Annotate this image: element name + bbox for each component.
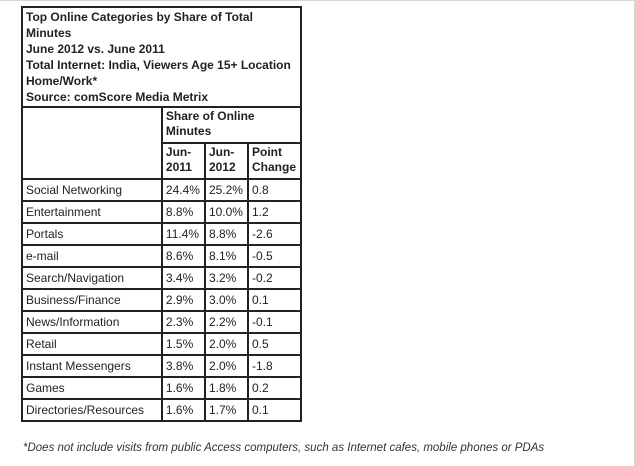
category-cell: Search/Navigation bbox=[22, 267, 162, 289]
jun-2011-cell: 1.6% bbox=[162, 399, 205, 421]
column-header-jun-2011 bbox=[162, 143, 205, 179]
point-change-cell: -2.6 bbox=[248, 223, 301, 245]
category-cell: News/Information bbox=[22, 311, 162, 333]
jun-2012-cell: 2.0% bbox=[205, 333, 248, 355]
column-header-bottom: Change bbox=[251, 160, 296, 174]
jun-2012-cell: 10.0% bbox=[205, 201, 248, 223]
category-cell: Directories/Resources bbox=[22, 399, 162, 421]
jun-2012-cell: 2.0% bbox=[205, 355, 248, 377]
point-change-cell: -0.5 bbox=[248, 245, 301, 267]
jun-2012-cell: 1.7% bbox=[205, 399, 248, 421]
point-change-cell: -0.1 bbox=[248, 311, 301, 333]
source-line: Source: comScore Media Metrix bbox=[26, 90, 209, 104]
top-divider bbox=[0, 0, 635, 1]
category-cell: Entertainment bbox=[22, 201, 162, 223]
categories-table bbox=[21, 6, 302, 422]
title-line: Top Online Categories by Share of Total Minutes bbox=[26, 10, 253, 40]
subtitle-date-line: June 2012 vs. June 2011 bbox=[26, 42, 165, 56]
table-row bbox=[22, 179, 301, 201]
jun-2011-cell: 24.4% bbox=[162, 179, 205, 201]
corner-cell bbox=[22, 107, 162, 179]
title-row bbox=[22, 7, 301, 107]
column-header-top: Point bbox=[251, 145, 282, 159]
table-row bbox=[22, 223, 301, 245]
table-body bbox=[22, 179, 301, 421]
table-row bbox=[22, 245, 301, 267]
subtitle-scope-line: Total Internet: India, Viewers Age 15+ Location Home/Work* bbox=[26, 58, 291, 88]
jun-2011-cell: 8.6% bbox=[162, 245, 205, 267]
point-change-cell: 0.8 bbox=[248, 179, 301, 201]
table-row bbox=[22, 377, 301, 399]
point-change-cell: 0.1 bbox=[248, 399, 301, 421]
table-row bbox=[22, 333, 301, 355]
jun-2011-cell: 1.5% bbox=[162, 333, 205, 355]
table-row bbox=[22, 201, 301, 223]
category-cell: Business/Finance bbox=[22, 289, 162, 311]
column-header-bottom: 2012 bbox=[208, 160, 236, 174]
column-header-top: Jun- bbox=[165, 145, 192, 159]
category-cell: Instant Messengers bbox=[22, 355, 162, 377]
jun-2012-cell: 3.2% bbox=[205, 267, 248, 289]
jun-2011-cell: 3.8% bbox=[162, 355, 205, 377]
group-header-row bbox=[22, 107, 301, 143]
jun-2012-cell: 8.1% bbox=[205, 245, 248, 267]
table-row bbox=[22, 267, 301, 289]
category-cell: Games bbox=[22, 377, 162, 399]
jun-2012-cell: 8.8% bbox=[205, 223, 248, 245]
table-row bbox=[22, 355, 301, 377]
jun-2011-cell: 11.4% bbox=[162, 223, 205, 245]
jun-2011-cell: 2.9% bbox=[162, 289, 205, 311]
point-change-cell: -0.2 bbox=[248, 267, 301, 289]
jun-2012-cell: 2.2% bbox=[205, 311, 248, 333]
column-header-bottom: 2011 bbox=[165, 160, 192, 174]
share-header: Share of Online Minutes bbox=[162, 107, 301, 143]
column-header-point-change bbox=[248, 143, 301, 179]
table-row bbox=[22, 311, 301, 333]
table-row bbox=[22, 289, 301, 311]
jun-2012-cell: 25.2% bbox=[205, 179, 248, 201]
jun-2011-cell: 2.3% bbox=[162, 311, 205, 333]
jun-2012-cell: 3.0% bbox=[205, 289, 248, 311]
category-cell: Social Networking bbox=[22, 179, 162, 201]
point-change-cell: 0.2 bbox=[248, 377, 301, 399]
jun-2011-cell: 3.4% bbox=[162, 267, 205, 289]
point-change-cell: -1.8 bbox=[248, 355, 301, 377]
table-row bbox=[22, 399, 301, 421]
jun-2012-cell: 1.8% bbox=[205, 377, 248, 399]
jun-2011-cell: 1.6% bbox=[162, 377, 205, 399]
point-change-cell: 0.1 bbox=[248, 289, 301, 311]
footnote: *Does not include visits from public Access computers, such as Internet cafes, mobile phones or PDAs bbox=[23, 442, 545, 454]
category-cell: Portals bbox=[22, 223, 162, 245]
jun-2011-cell: 8.8% bbox=[162, 201, 205, 223]
point-change-cell: 0.5 bbox=[248, 333, 301, 355]
table-title bbox=[22, 7, 301, 107]
category-cell: e-mail bbox=[22, 245, 162, 267]
column-header-jun-2012 bbox=[205, 143, 248, 179]
category-cell: Retail bbox=[22, 333, 162, 355]
point-change-cell: 1.2 bbox=[248, 201, 301, 223]
column-header-top: Jun- bbox=[208, 145, 235, 159]
